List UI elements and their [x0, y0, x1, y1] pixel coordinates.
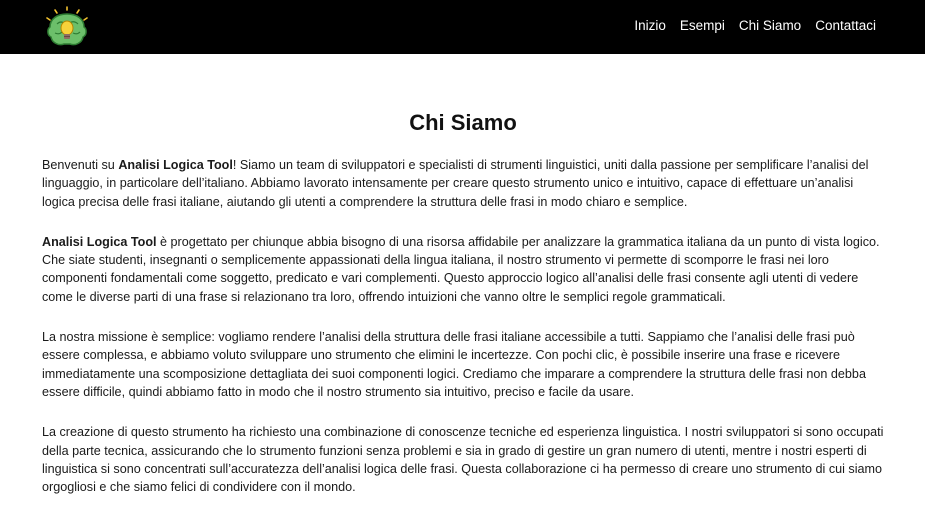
- brand-name: Analisi Logica Tool: [42, 234, 157, 249]
- top-navbar: [0, 0, 925, 54]
- paragraph-text: ! Siamo un team di sviluppatori e specialisti di strumenti linguistici, uniti dalla passione per semplificare l’analisi del linguaggio, in particolare dell’italiano. Abbiamo lavorato intensamente per creare questo strumento unico e intuitivo, capace di effettuare un’analisi logica precisa delle frasi italiane, aiutando gli utenti a comprendere la struttura delle frasi in modo chiaro e semplice.: [42, 158, 869, 209]
- paragraph-intro: [42, 156, 884, 211]
- paragraph-mission: La nostra missione è semplice: vogliamo rendere l’analisi della struttura delle frasi italiane accessibile a tutti. Sappiamo che l’analisi delle frasi può essere complessa, e abbiamo voluto sviluppare uno strumento che elimini le incertezze. Con pochi clic, è possibile inserire una frase e ricevere immediatamente una scomposizione dettagliata dei suoi componenti logici. Crediamo che imparare a comprendere la struttura delle frasi non debba essere difficile, quindi abbiamo fatto in modo che il nostro strumento sia intuitivo, preciso e facile da usare.: [42, 330, 866, 399]
- paragraph-creation: La creazione di questo strumento ha richiesto una combinazione di conoscenze tecniche ed esperienza linguistica. I nostri sviluppatori si sono occupati della parte tecnica, assicurando che lo strumento funzioni senza problemi e sia in grado di gestire un gran numero di utenti, mentre i nostri esperti di linguistica si sono concentrati sull’accuratezza dell’analisi logica delle frasi. Questa collaborazione ci ha permesso di creare uno strumento di cui siamo orgogliosi e che siamo felici di condividere con il mondo.: [42, 425, 884, 495]
- about-content: [42, 110, 884, 518]
- nav-link-inizio[interactable]: Inizio: [634, 18, 666, 33]
- nav-link-contattaci[interactable]: Contattaci: [815, 18, 876, 33]
- paragraph-text: Benvenuti su: [42, 158, 119, 172]
- page-title: Chi Siamo: [409, 110, 517, 135]
- main-nav: [634, 18, 876, 33]
- nav-link-esempi[interactable]: Esempi: [679, 18, 725, 33]
- paragraph-text: è progettato per chiunque abbia bisogno di una risorsa affidabile per analizzare la grammatica italiana da un punto di vista logico. Che siate studenti, insegnanti o semplicemente appassionati della lingua italiana, il nostro strumento vi permette di scomporre le frasi nei loro componenti fondamentali come soggetto, predicato e vari complementi. Questo approccio logico all’analisi delle frasi consente agli utenti di vedere come le diverse parti di una frase si relazionano tra loro, offrendo intuizioni che vanno oltre le semplici regole grammaticali.: [42, 234, 880, 304]
- brain-lightbulb-icon[interactable]: [43, 6, 91, 50]
- paragraph-audience: [42, 233, 884, 306]
- brand-name: Analisi Logica Tool: [118, 158, 233, 172]
- nav-link-chi-siamo[interactable]: Chi Siamo: [738, 18, 802, 33]
